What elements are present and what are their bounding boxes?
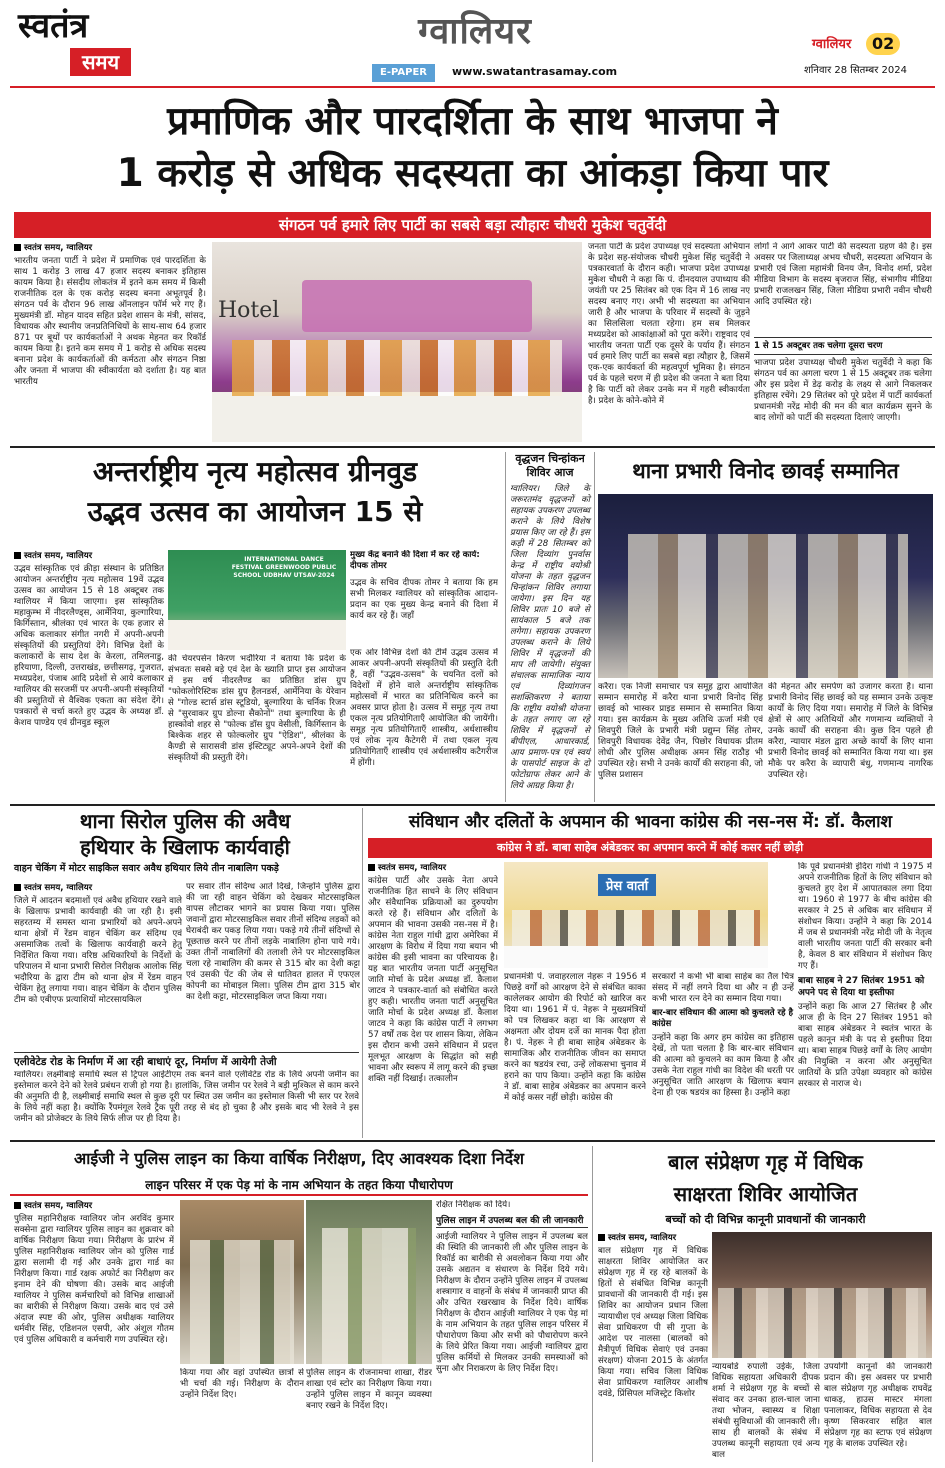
logo-bottom-text: समय	[70, 48, 131, 76]
story2-photo	[168, 550, 346, 650]
story1-col2-text: जनता पार्टी के प्रदेश उपाध्यक्ष एवं सदस्यता अभियान के प्रदेश सह-संयोजक चौधरी मुकेश सिंह चतुर्वेदी ने पत्रकारवार्ता के दौरान कही। भाजपा प्रदेश उपाध्यक्ष मुकेश चौधरी ने कहा कि पं. दीनदयाल उपाध्याय की जयंती पर 25 सितंबर को एक दिन में 16 लाख नए सदस्य बनाए गए। अभी भी सदस्यता का अभियान जारी है और भाजपा के परिवार में सदस्यों के जुड़ने का सिलसिला चलता रहेगा। हम सब मिलकर मध्यप्रदेश को आकांक्षाओं को पूरा करेंगे। राष्ट्रवाद एवं भारतीय जनता पार्टी एक दूसरे के पर्याय हैं। संगठन पर्व हमारे लिए पार्टी का सबसे बड़ा त्यौहार है, जिसमें एक-एक कार्यकर्ता की महत्वपूर्ण भूमिका है। संगठन पर्व के पहले चरण में ही प्रदेश की जनता ने बता दिया है कि पार्टी को लेकर उनके मन में गहरी स्वीकार्यता है। प्रदेश के कोने-कोने में	[588, 242, 750, 406]
story1-col1	[14, 242, 206, 442]
story1-byline-text: स्वतंत्र समय, ग्वालियर	[24, 243, 93, 253]
story5-headline-line2: हथियार के खिलाफ कार्यवाही	[80, 835, 290, 859]
story5-byline-text: स्वतंत्र समय, ग्वालियर	[24, 883, 93, 893]
story8-col1-text: पुलिस महानिरीक्षक ग्वालियर जोन अरविंद कुमार सक्सेना द्वारा ग्वालियर पुलिस लाइन का शुक्रवार को वार्षिक निरीक्षण किया गया। निरीक्षण के प्रारंभ में पुलिस महानिरीक्षक ग्वालियर जोन को पुलिस गार्ड द्वारा सलामी दी गई और उनके द्वारा गार्ड का निरीक्षण किया। गार्ड रक्षक अफोर्ट का निरीक्षण कर इनाम देने की घोषणा की। उसके बाद आईजी ग्वालियर ने पुलिस कर्मचारियों को विभिन्न शाखाओं का बारीकी से निरीक्षण किया। उसके बाद एवं उसे अंदाज स्पष्ट की ओर, पुलिस अधीक्षक ग्वालियर धर्मवीर सिंह, एडिशनल एसपी, ओर अंशुल गौतम एवं पुलिस अधिकारी व कर्मचारी गण उपस्थित रहे।	[14, 1214, 174, 1345]
story1-headline-line1: प्रमाणिक और पारदर्शिता के साथ भाजपा ने	[167, 99, 778, 144]
photo-table-shape	[212, 392, 582, 442]
story8-headline: आईजी ने पुलिस लाइन का किया वार्षिक निरीक्षण, दिए आवश्यक दिशा निर्देश	[73, 1149, 524, 1168]
story7-byline	[368, 862, 498, 873]
story8-col4	[436, 1200, 588, 1462]
story7-col3	[652, 972, 794, 1136]
story1-photo	[212, 242, 582, 442]
story5-headline-line1: थाना सिरोल पुलिस की अवैध	[79, 809, 291, 833]
story8-photo1	[180, 1200, 304, 1364]
story2-col1	[14, 550, 164, 802]
masthead	[0, 0, 945, 92]
photo-people-shape	[322, 1228, 416, 1364]
story2-photo-banner: INTERNATIONAL DANCE FESTIVAL GREENWOOD PUBLIC SCHOOL UDBHAV UTSAV-2024	[231, 556, 337, 579]
story7-col4	[798, 862, 932, 1136]
story6-text: ग्वालियर। लक्ष्मीबाई समाधि स्थल से ट्रिपल आईटीएम तक बनने वाले एलीवेटेड रोड के लिये अपनी जमीन का इस्तेमाल करने देने को रेलवे प्रबंधन राजी हो गया है। हालांकि, जिस जमीन पर रेलवे ने बड़ी मुश्किल से काम करने की अनुमति दी है, लक्ष्मीबाई समाधि स्थल से कुछ दूरी पर स्थित उस जमीन का इस्तेमाल किसी भी स्तर पर रेलवे के लिये नहीं कहा है। क्योंकि रैंपमंगूल रेलवे ट्रैक पूरी तरह से बंद हो चुका है और इसके बाद भी रेलवे ने इस जमीन को प्रोजेक्टर के लिये सिर्फ लीज पर ही दिया है।	[14, 1070, 359, 1124]
divider-3	[10, 1140, 935, 1142]
story9-headline	[596, 1146, 935, 1210]
story9-col2-text: न्यायबोर्ड रुपाली उईके, जिला विधिक सहायता अधिकारी दीपक शर्मा ने संप्रेक्षण गृह के बच्चों से संवाद कर उनका हाल-चाल जाना तथा भोजन, स्वास्थ्य व शिक्षा संबंधी सुविधाओं की जानकारी ली। साथ ही बालकों के संबंध में उपलब्ध कानूनी सहायता एवं अन्य बाल	[712, 1362, 820, 1460]
story2-col2-text: की चेयरपर्सन किरण भदौरिया ने बताया कि प्रदेश के संभवतः सबसे बड़े एवं देश के ख्याति प्राप्त इस आयोजन में इस वर्ष नीदरलैण्ड का प्रतिष्ठित डांस ग्रुप "फोकलोरिस्टिक डांस ग्रुप हैलनडर्स, आर्मेनिया के येरेवान से "गोल्ड स्टार्स डांस स्टूडियो, बुल्गारिया के चर्निक रिजन से "सुरवाकर ग्रुप डोल्ना सैकोनों" तथा बुल्गारिया के ही हास्कोवो शहर से "फोल्क डॉस ग्रुप वेसीली, किर्गिस्तान के बिश्केक शहर से फोल्कलोर ग्रुप "ऐडिश", श्रीलंका के कैण्डी से सारासवी डांस इंस्टिट्यूट अपने-अपने देशों की संस्कृतियों की प्रस्तुती देंगे।	[168, 654, 346, 763]
photo-table-shape	[168, 620, 346, 650]
story4-col1-text: करैरा। एक निजी समाचार पत्र समूह द्वारा आयोजित सम्मान समारोह में करैरा थाना प्रभारी विनोद सिंह छावई को भास्कर प्राइड सम्मान से सम्मानित किया गया। इस कार्यक्रम के मुख्य अतिथि ऊर्जा मंत्री एवं शिवपुरी जिले के प्रभारी मंत्री प्रद्युम्न सिंह तोमर, शिवपुरी विधायक देवेंद्र जैन, पिछोर विधायक प्रीतम लोधी और पुलिस अधीक्षक अमन सिंह राठौड़ भी उपस्थित रहे। सभी ने उनके कार्यों की सराहना की, जो पुलिस प्रशासन	[598, 682, 763, 780]
photo-people-shape	[718, 1288, 926, 1358]
story9-col1-text: बाल संप्रेक्षण गृह में विधिक साक्षरता शिविर आयोजित कर संप्रेक्षण गृह में रह रहे बालकों के हितों से संबंधित विभिन्न कानूनी प्रावधानों की जानकारी दी गई। इस शिविर का आयोजन प्रधान जिला न्यायाधीश एवं अध्यक्ष जिला विधिक सेवा प्राधिकरण पी सी गुप्ता के आदेश पर नालसा (बालकों को मैत्रीपूर्ण विधिक सेवाएं एवं उनका संरक्षण) योजना 2015 के अंतर्गत किया गया। सचिव जिला विधिक सेवा प्राधिकरण ग्वालियर आशीष दवंडे, प्रिंसिपल मजिस्ट्रेट किशोर	[598, 1246, 708, 1399]
story1-headline	[10, 96, 935, 200]
byline-square-icon	[14, 244, 21, 251]
story2-headline	[10, 452, 500, 532]
story5-col2-text: पर सवार तीन संदिग्ध आते दिखे, जिन्होंने पुलिस द्वारा की जा रही वाहन चेकिंग को देखकर मोटरसाइकिल वापस लौटाकर भागने का प्रयास किया गया। पुलिस जवानों द्वारा मोटरसाइकिल सवार तीनों संदिग्ध लड़कों को घेराबंदी कर पकड़ लिया गया। पकड़े गये तीनों संदिग्धों से पूछताछ करने पर तीनों लड़के नाबालिग होना पाये गये। उक्त तीनों नाबालिगों की तलाशी लेने पर मोटरसाइकिल चला रहे नाबालिग की कमर से 315 बोर का देशी कट्टा एवं उसकी पेंट की जेब से धातिवत हालत में एफएल कोपनी का मोबाइल मिला। पुलिस टीम द्वारा 315 बोर का देशी कट्टा, मोटरसाइकिल जप्त किया गया।	[186, 882, 360, 1002]
story7-col1-text: कांग्रेस पार्टी और उसके नेता अपने राजनीतिक हित साधने के लिए संविधान और संवैधानिक प्रक्रियाओं का दुरुपयोग करते रहे हैं। संविधान और दलितों के अपमान की भावना उसकी नस-नस में है। कांग्रेस नेता राहुल गांधी द्वारा अमेरिका में आरक्षण के विरोध में दिया गया बयान भी कांग्रेस की इसी भावना का परिचायक है। यह बात भारतीय जनता पार्टी अनुसूचित जाति मोर्चा के प्रदेश अध्यक्ष डॉ. कैलाश जाटव ने पत्रकार-वार्ता को संबोधित करते हुए कही। भारतीय जनता पार्टी अनुसूचित जाति मोर्चा के प्रदेश अध्यक्ष डॉ. कैलाश जाटव ने कहा कि कांग्रेस पार्टी ने लगभग 57 वर्षों तक देश पर शासन किया, लेकिन इस दौरान कभी उसने संविधान में प्रदत्त मूलभूत आरक्षण के सिद्धांत को सही भावना और स्वरूप में लागू करने की इच्छा शक्ति नहीं दिखाई। तत्कालीन	[368, 876, 498, 1084]
story5-byline	[14, 882, 182, 893]
story2-col4-text: उद्भव के सचिव दीपक तोमर ने बताया कि हम सभी मिलकर ग्वालियर को सांस्कृतिक आदान-प्रदान का एक मुख्य केन्द्र बनाने की दिशा में कार्य कर रहे हैं। जहाँ	[350, 578, 498, 621]
divider-1	[10, 446, 935, 448]
story7-col4-box: बाबा साहब ने 27 सितंबर 1951 को अपने पद से दिया था इस्तीफा	[798, 976, 925, 998]
story3-headline: वृद्धजन चिन्हांकन शिविर आज	[515, 452, 585, 479]
story8-col2	[180, 1368, 304, 1462]
story5-col2	[186, 882, 360, 1048]
story1-subhead: संगठन पर्व हमारे लिए पार्टी का सबसे बड़ा त्यौहारः चौधरी मुकेश चतुर्वेदी	[14, 212, 931, 238]
photo-people-shape	[628, 534, 908, 678]
epaper-label: E-PAPER	[372, 64, 435, 82]
city-title: ग्वालियर	[418, 10, 532, 52]
story5-subhead: वाहन चेकिंग में मोटर साइकिल सवार अवैध हथियार लिये तीन नाबालिग पकड़े	[14, 863, 279, 874]
story9-headline-line1: बाल संप्रेक्षण गृह में विधिक	[668, 1150, 863, 1174]
story7-photo-banner: प्रेस वार्ता	[598, 874, 656, 896]
story9-col3-text: उपयोगी कानूनों की जानकारी प्रदान की। इस अवसर पर प्रभारी बाल संप्रेक्षण गृह अधीक्षक राघवेंद्र धाकड़, हाउस मास्टर मंगला पनालाकर, विधिक सहायता से देव कृष्ण सिकरवार सहित बाल संप्रेक्षण गृह का स्टाफ एवं संप्रेक्षण गृह के बालक उपस्थित रहे।	[824, 1362, 932, 1449]
story3-text: ग्वालियर। जिले के जरूरतमंद वृद्धजनों को सहायक उपकरण उपलब्ध कराने के लिये विशेष प्रयास किए जा रहे हैं। इस कड़ी में 28 सितम्बर को जिला दिव्यांग पुनर्वास केन्द्र में राष्ट्रीय वयोश्री योजना के तहत वृद्धजन चिन्हांकन शिविर लगाया जायेगा। इस दिन यह शिविर प्रातः 10 बजे से सायंकाल 5 बजे तक लगेगा। सहायक उपकरण उपलब्ध कराने के लिये शिविर में वृद्धजनों की माप ली जायेगी। संयुक्त संचालक सामाजिक न्याय एवं दिव्यांगजन सशक्तिकरण ने बताया कि राष्ट्रीय वयोश्री योजना के तहत लगाए जा रहे शिविर में वृद्धजनों से बीपीएल, आधारकार्ड, आय प्रमाण-पत्र एवं स्वयं के पासपोर्ट साइज के दो फोटोग्राफ लेकर आने के लिये आग्रह किया है।	[510, 484, 590, 791]
story7-col1	[368, 862, 498, 1136]
story7-photo	[504, 862, 768, 968]
story7-col4b-text: उन्होंने कहा कि आज 27 सितंबर है और आज ही के दिन 27 सितंबर 1951 को बाबा साहब अंबेडकर ने स्वतंत्र भारत के पहले कानून मंत्री के पद से इस्तीफा दिया था। बाबा साहब पिछड़े वर्गों के लिए आयोग की नियुक्ति न करना और अनुसूचित जातियों के प्रति उपेक्षा व्यवहार को कांग्रेस सरकार से नाराज थे।	[798, 1002, 932, 1089]
byline-square-icon	[14, 884, 21, 891]
issue-date: शनिवार 28 सितम्बर 2024	[804, 65, 907, 76]
story9-byline	[598, 1232, 708, 1243]
story9-headline-line2: साक्षरता शिविर आयोजित	[673, 1182, 858, 1206]
story2-col1-text: उद्भव सांस्कृतिक एवं क्रीड़ा संस्थान के प्रतिष्ठित आयोजन अन्तर्राष्ट्रीय नृत्य महोत्सव 19वें उद्भव उत्सव का आयोजन 15 से 18 अक्टूबर तक ग्वालियर में किया जाएगा। इस सांस्कृतिक महाकुम्भ में नीदरलैण्ड्स, आर्मेनिया, कुल्गारिया, किर्गिस्तान, श्रीलंका एवं भारत के एक हजार से अधिक कलाकार संगीत नगरी में अपनी-अपनी संस्कृतियों की प्रस्तुतियां देंगे। विभिन्न देशों के कलाकारों के साथ देश के केरला, तमिलनाडु, हरियाणा, दिल्ली, उत्तराखंड, छत्तीसगढ़, गुजरात, मध्यप्रदेश, पंजाब आदि प्रदेशों से आये कलाकार ग्वालियर की सरजमीं पर अपनी-अपनी संस्कृतियों की प्रस्तुतियों से वैश्विक एकता का संदेश देंगे। पत्रकारों से चर्चा करते हुए उद्भव के अध्यक्ष डॉ. केशव पाण्डेय एवं ग्रीनवुड स्कूल	[14, 564, 164, 728]
story1-col3a-text: लोगों ने आगे आकर पार्टी की सदस्यता ग्रहण की है। इस अवसर पर जिलाध्यक्ष अभय चौधरी, सदस्यता अभियान के प्रभारी एवं जिला महामंत्री विनय जैन, विनोद शर्मा, प्रदेश मीडिया विभाग के सदस्य बृजराज सिंह, संभागीय मीडिया प्रभारी राजलखन सिंह, जिला मीडिया प्रभारी नवीन चौधरी आदि उपस्थित रहे।	[754, 242, 932, 307]
story7-col3b-text: उन्होंने कहा कि अगर हम कांग्रेस का इतिहास देखें, तो पता चलता है कि बार-बार संविधान की आत्मा को कुचलने का काम किया है और उसके नेता राहुल गांधी का विदेश की धरती पर अनुसूचित जाति आरक्षण के खिलाफ बयान देना ही एक षडयंत्र का हिस्सा है। उन्होंने कहा	[652, 1033, 794, 1098]
story1-headline-line2: 1 करोड़ से अधिक सदस्यता का आंकड़ा किया पार	[116, 151, 829, 196]
story1-col3	[754, 242, 932, 442]
story9-byline-text: स्वतंत्र समय, ग्वालियर	[608, 1233, 677, 1243]
story2-byline-text: स्वतंत्र समय, ग्वालियर	[24, 551, 93, 561]
story9-col1	[598, 1232, 708, 1462]
byline-square-icon	[368, 864, 375, 871]
story8-col2-text: किया गया और वहां उपस्थित छात्रों से भी चर्चा की गई। निरीक्षण के दौरान उन्होंने निर्देश दिए।	[180, 1368, 304, 1400]
story4-col1	[598, 682, 763, 802]
story7-col4a-text: कि पूर्व प्रधानमंत्री इंदिरा गांधी ने 1975 में अपने राजनीतिक हितों के लिए संविधान को कुचलते हुए देश में आपातकाल लगा दिया था। 1960 से 1977 के बीच कांग्रेस की सरकार ने 25 से अधिक बार संविधान में संशोधन किया। उन्होंने ने कहा कि 2014 में जब से प्रधानमंत्री नरेंद्र मोदी जी के नेतृत्व वाली भारतीय जनता पार्टी की सरकार बनी है, केवल 8 बार संविधान में संशोधन किए गए हैं।	[798, 862, 932, 971]
divider-2	[10, 804, 935, 806]
story3	[505, 452, 595, 802]
story8-col4-text: आईजी ग्वालियर ने पुलिस लाइन में उपलब्ध बल की स्थिति की जानकारी ली और पुलिस लाइन के रिकॉर्ड का बारीकी से अवलोकन किया गया और उसके अद्यतन व संधारण के निर्देश दिये गये। निरीक्षण के दौरान उन्होंने पुलिस लाइन में उपलब्ध शस्त्रागार व वाहनों के संबंध में जानकारी प्राप्त की और उचित रखरखाव के निर्देश दिये। वार्षिक निरीक्षण के दौरान आईजी ग्वालियर ने एक पेड़ मां के नाम अभियान के तहत पुलिस लाइन परिसर में पौधारोपण किया और सभी को पौधारोपण करने के लिये प्रेरित किया गया। आईजी ग्वालियर द्वारा पुलिस कर्मियों से मिलकर उनकी समस्याओं को सुना और निराकरण के लिए निर्देश दिए।	[436, 1232, 588, 1374]
vertical-divider-bottom	[592, 1146, 593, 1462]
story8-col1	[14, 1200, 174, 1462]
page-number: 02	[866, 33, 900, 55]
story2-headline-line1: अन्तर्राष्ट्रीय नृत्य महोत्सव ग्रीनवुड	[92, 455, 418, 488]
story7-col3-text: सरकारों ने कभी भी बाबा साहेब का तैल चित्र संसद में नहीं लगने दिया था और न ही उन्हें कभी भारत रत्न देने का सम्मान दिया गया।	[652, 972, 794, 1004]
story6-headline: एलीवेटेड रोड के निर्माण में आ रही बाधाएं दूर, निर्माण में आयेगी तेजी	[14, 1052, 359, 1069]
photo-people-shape	[232, 340, 562, 396]
story8-photo2	[306, 1200, 432, 1364]
story2-col2	[168, 654, 346, 802]
story2-headline-line2: उद्भव उत्सव का आयोजन 15 से	[87, 495, 423, 528]
story8-col3	[306, 1368, 432, 1462]
story5-col1	[14, 882, 182, 1048]
story2-byline	[14, 550, 164, 561]
story6-body	[14, 1070, 359, 1136]
story7-col3-box: बार-बार संविधान की आत्मा को कुचलते रहे है कांग्रेस	[652, 1008, 793, 1029]
story4-col2-text: की मेहनत और समर्पण को उजागर करता है। थाना प्रभारी विनोद सिंह छावई को यह सम्मान उनके उत्कृष्ट कार्यों के लिए दिया गया। समारोह में जिले के विभिन्न क्षेत्रों से आए अतिथियों और गणमान्य व्यक्तियों ने उनके कार्यों की सराहना की। कुछ दिन पहले ही करैरा, न्यायार मंडल द्वारा अच्छे कार्यों के लिए थाना प्रभारी विनोद छावई को सम्मानित किया गया था। इस मौके पर करैरा के व्यापारी बंधु, गणमान्य नागरिक उपस्थित रहे।	[768, 682, 933, 780]
story8-subhead: लाइन परिसर में एक पेड़ मां के नाम अभियान के तहत किया पौधारोपण	[10, 1176, 588, 1196]
logo-top-text: स्वतंत्र	[18, 6, 89, 46]
hotel-sign: Hotel	[218, 298, 280, 323]
story4-headline: थाना प्रभारी विनोद छावई सम्मानित	[632, 459, 899, 483]
photo-table-shape	[504, 946, 768, 968]
story5-headline	[10, 808, 360, 860]
story7-subhead: कांग्रेस ने डॉ. बाबा साहेब अंबेडकर का अपमान करने में कोई कसर नहीं छोड़ी	[368, 838, 932, 858]
website-link[interactable]: www.swatantrasamay.com	[452, 65, 618, 78]
story2-col3-box: मुख्य केंद्र बनाने की दिशा में कर रहे कार्य: दीपक तोमर	[350, 550, 480, 571]
story4-photo	[598, 494, 933, 678]
story8-col4-top: रक्षित निरीक्षक को दिये।	[436, 1200, 511, 1210]
story8-byline-text: स्वतंत्र समय, ग्वालियर	[24, 1201, 93, 1211]
story7-headline: संविधान और दलितों के अपमान की भावना कांग्रेस की नस-नस में: डॉ. कैलाश	[408, 812, 893, 832]
story5-col1-text: जिले में आदतन बदमाशों एवं अवैध हथियार रखने वाले के खिलाफ प्रभावी कार्यवाही की जा रही है। इसी सहरतम्य में समस्त थाना प्रभारियों को अपने-अपने थाना क्षेत्रों में रेंडम वाहन चेकिंग कर संदिग्ध एवं असमाजिक तत्वों के खिलाफ कार्यवाही करने हेतु निर्देशित किया गया। वरिष्ठ अधिकारियों के निर्देशों के परिपालन में थाना प्रभारी सिरोल निरीक्षक आलोक सिंह भदौरिया के द्वारा टीम को थाना क्षेत्र में रेंडम वाहन चेकिंग हेतु लगाया गया। वाहन चेकिंग के दौरान पुलिस टीम को एबीएफ प्रत्याशियों मोटरसायकिल	[14, 896, 182, 1005]
story1-col2	[588, 242, 750, 442]
photo-banner-shape	[302, 280, 532, 332]
story7-col2-text: प्रधानमंत्री पं. जवाहरलाल नेहरू ने 1956 में पिछड़े वर्गों को आरक्षण देने से संबंधित काका कालेलकर आयोग की रिपोर्ट को खारिज कर दिया था। 1961 में पं. नेहरू ने मुख्यमंत्रियों को पत्र लिखकर कहा था कि आरक्षण से अक्षमता और दोयम दर्जे का मानक पैदा होता है। पं. नेहरू ने ही बाबा साहेब अंबेडकर के सामाजिक और राजनीतिक जीवन का समाप्त करने का षडयंत्र रचा, उन्हें लोकसभा चुनाव में हराने का पाप किया। उन्होंने कहा कि कांग्रेस ने डॉ. बाबा साहेब अंबेडकर का अपमान करने में कोई कसर नहीं छोड़ी। कांग्रेस की	[504, 972, 646, 1103]
edition-label: ग्वालियर	[812, 37, 852, 52]
masthead-rule	[10, 86, 935, 88]
logo	[18, 6, 158, 86]
story7-col2	[504, 972, 646, 1136]
vertical-divider-mid	[362, 808, 363, 1138]
story1-col3-box: 1 से 15 अक्टूबर तक चलेगा दूसरा चरण	[754, 337, 932, 355]
byline-square-icon	[598, 1234, 605, 1241]
byline-square-icon	[14, 552, 21, 559]
story8-byline	[14, 1200, 174, 1211]
story9-col2	[712, 1362, 820, 1462]
story4-col2	[768, 682, 933, 802]
photo-people-shape	[190, 1240, 294, 1364]
story2-col3a	[350, 648, 498, 802]
story1-col3b-text: भाजपा प्रदेश उपाध्यक्ष चौधरी मुकेश चतुर्वेदी ने कहा कि संगठन पर्व का अगला चरण 1 से 15 अक्टूबर तक चलेगा और इस प्रदेश में डेढ़ करोड़ के लक्ष्य से आगे निकलकर इतिहास रचेंगे। 29 सितंबर को पूरे प्रदेश में पार्टी कार्यकर्ता प्रधानमंत्री नरेंद्र मोदी की मन की बात कार्यक्रम सुनने के बाद लोगों को पार्टी की सदस्यता दिलाएं जाएगी।	[754, 358, 932, 423]
story1-col1-text: भारतीय जनता पार्टी ने प्रदेश में प्रमाणिक एवं पारदर्शिता के साथ 1 करोड़ 3 लाख 47 हजार सदस्य बनाकर इतिहास कायम किया है। संसदीय लोकतंत्र में इतने कम समय में किसी राजनीतिक दल के एक करोड़ सदस्य बनना अभूतपूर्व है। संगठन पर्व के दौरान 96 लाख ऑनलाइन फॉर्म भरे गए हैं। मुख्यमंत्री डॉ. मोहन यादव सहित प्रदेश शासन के मंत्री, सांसद, विधायक और स्थानीय जनप्रतिनिधियों के साथ-साथ 64 हजार 871 पर बूथों पर कार्यकर्ताओं ने अथक मेहनत कर रिकॉर्ड कायम किया है। इतने कम समय में 1 करोड़ से अधिक सदस्य बनाना प्रदेश के कार्यकर्ताओं की कर्मठता और संगठन निष्ठा और जनता में भाजपा की स्वीकार्यता को दर्शाता है। यह बात भारतीय	[14, 256, 206, 387]
story8-col4-box: पुलिस लाइन में उपलब्ध बल की ली जानकारी	[436, 1215, 588, 1228]
story7-byline-text: स्वतंत्र समय, ग्वालियर	[378, 863, 447, 873]
byline-square-icon	[14, 1202, 21, 1209]
photo-people-shape	[512, 910, 760, 950]
story9-col3	[824, 1362, 932, 1462]
story9-photo	[712, 1232, 932, 1358]
story1-byline	[14, 242, 206, 253]
story9-subhead: बच्चों को दी विभिन्न कानूनी प्रावधानों की जानकारी	[665, 1213, 866, 1226]
story8-col3-text: पुलिस लाइन के रोजनामचा शाखा, रीडर शाखा एवं स्टोर का निरीक्षण किया गया। उन्होंने पुलिस लाइन में कानून व्यवस्था बनाए रखने के निर्देश दिए।	[306, 1368, 432, 1411]
story2-col3a-text: एक ओर विभिन्न देशों की टीमें उद्भव उत्सव में आकर अपनी-अपनी संस्कृतियों की प्रस्तुति देती हैं, वहीं "उद्भव-उत्सव" के चयनित दलों को विदेशों में होने वाले अन्तर्राष्ट्रीय सांस्कृतिक महोत्सवों में भारत का प्रतिनिधित्व करने का अवसर प्राप्त होता है। उत्सव में समूह नृत्य तथा एकल नृत्य प्रतियोगिताएँ आयोजित की जायेंगी। समूह नृत्य प्रतियोगिताएँ शास्त्रीय, अर्धशास्त्रीय एवं लोक नृत्य कैटेगरी में तथा एकल नृत्य प्रतियोगिताएँ शास्त्रीय एवं अर्धशास्त्रीय कटैगरीज में होंगी।	[350, 648, 498, 768]
